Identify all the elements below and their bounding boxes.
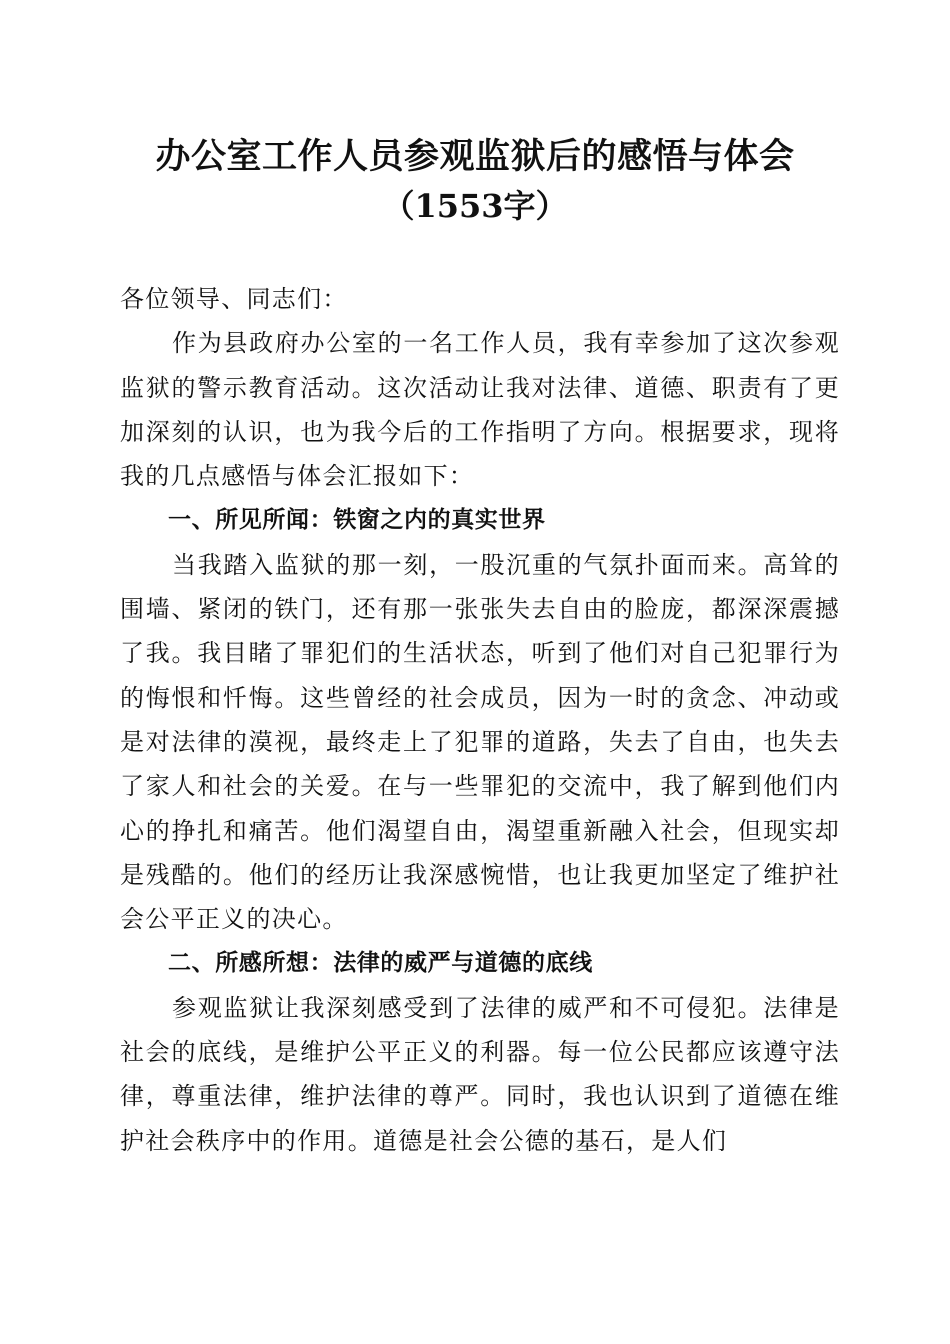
document-body [120, 277, 840, 1163]
section-2-paragraph: 参观监狱让我深刻感受到了法律的威严和不可侵犯。法律是社会的底线，是维护公平正义的利器。每一位公民都应该遵守法律，尊重法律，维护法律的尊严。同时，我也认识到了道德在维护社会秩序中的作用。道德是社会公德的基石，是人们 [120, 993, 840, 1155]
document-title: 办公室工作人员参观监狱后的感悟与体会 [155, 136, 795, 177]
document-subtitle: （1553字） [382, 187, 568, 225]
salutation: 各位领导、同志们： [120, 285, 348, 313]
title-block [0, 132, 950, 230]
section-1-paragraph: 当我踏入监狱的那一刻，一股沉重的气氛扑面而来。高耸的围墙、紧闭的铁门，还有那一张张失去自由的脸庞，都深深震撼了我。我目睹了罪犯们的生活状态，听到了他们对自己犯罪行为的悔恨和忏悔。这些曾经的社会成员，因为一时的贪念、冲动或是对法律的漠视，最终走上了犯罪的道路，失去了自由，也失去了家人和社会的关爱。在与一些罪犯的交流中，我了解到他们内心的挣扎和痛苦。他们渴望自由，渴望重新融入社会，但现实却是残酷的。他们的经历让我深感惋惜，也让我更加坚定了维护社会公平正义的决心。 [120, 550, 840, 934]
intro-paragraph: 作为县政府办公室的一名工作人员，我有幸参加了这次参观监狱的警示教育活动。这次活动让我对法律、道德、职责有了更加深刻的认识，也为我今后的工作指明了方向。根据要求，现将我的几点感悟与体会汇报如下： [120, 329, 840, 491]
section-2-heading: 二、所感所想：法律的威严与道德的底线 [168, 950, 593, 977]
section-1-heading: 一、所见所闻：铁窗之内的真实世界 [168, 507, 546, 534]
